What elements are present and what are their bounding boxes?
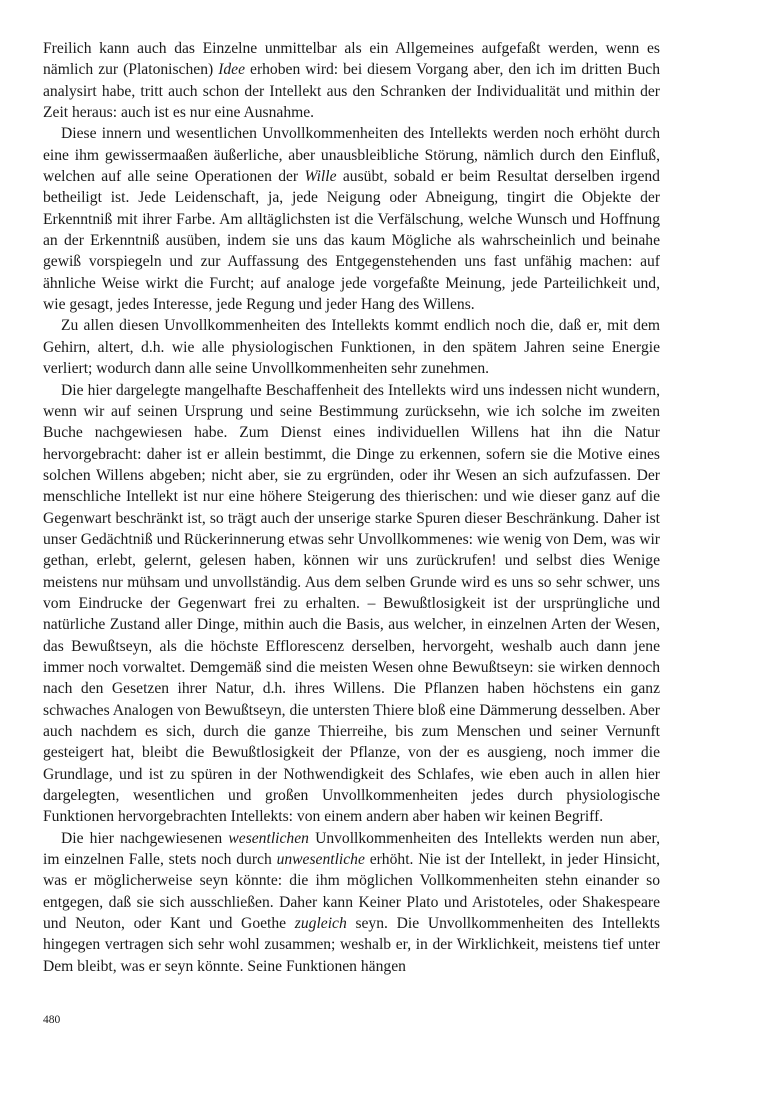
paragraph-text: ausübt, sobald er beim Resultat derselben irgend betheiligt ist. Jede Leidenschaft, ja, jede Neigung oder Abneigung, tingirt die Objekte der Erkenntniß mit ihrer Farbe. Am alltäglichsten ist die Verfälschung, welche Wunsch und Hoffnung an der Erkenntniß ausüben, indem sie uns das kaum Mögliche als wahrscheinlich und beinahe gewiß vorspiegeln und zur Auffassung des Entgegenstehenden uns fast unfähig machen: auf ähnliche Weise wirkt die Furcht; auf analoge jede vorgefaßte Meinung, jede Parteilichkeit und, wie gesagt, jedes Interesse, jede Regung und jeder Hang des Willens. [43, 168, 660, 314]
paragraph-text: Unvollkommenheiten des Intellekts werden nun aber, im einzelnen Falle, stets noch durch [43, 829, 660, 869]
emphasis-text: unwesentliche [276, 851, 365, 869]
paragraph-text: erhöht. Nie ist der Intellekt, in jeder Hinsicht, was er möglicherweise seyn könnte: die ihm möglichen Vollkommenheiten stehn einander so entgegen, daß sie sich ausschließen. Daher kann Keiner Plato und Aristoteles, oder Shakespeare und Neuton, oder Kant und Goethe [43, 851, 660, 933]
paragraph-text: Diese innern und wesentlichen Unvollkommenheiten des Intellekts werden noch erhöht durch eine ihm gewissermaaßen äußerliche, aber unausbleibliche Störung, nämlich durch den Einfluß, welchen auf alle seine Operationen der [43, 125, 660, 186]
paragraph [43, 123, 660, 315]
emphasis-text: wesentlichen [228, 829, 309, 847]
paragraph-text: Freilich kann auch das Einzelne unmittelbar als ein Allgemeines aufgefaßt werden, wenn es nämlich zur (Platonischen) [43, 40, 660, 79]
emphasis-text: Idee [218, 61, 246, 79]
page-number: 480 [43, 1014, 61, 1026]
paragraph [43, 315, 660, 379]
paragraph-text: Die hier nachgewiesenen [61, 829, 229, 847]
paragraph-text: seyn. Die Unvollkommenheiten des Intellekts hingegen vertragen sich sehr wohl zusammen; weshalb er, in der Wirklichkeit, meistens tief unter Dem bleibt, was er seyn könnte. Seine Funktionen hängen [43, 915, 660, 975]
paragraph [43, 828, 660, 977]
paragraph [43, 380, 660, 828]
emphasis-text: zugleich [294, 915, 347, 933]
paragraph-text: Zu allen diesen Unvollkommenheiten des Intellekts kommt endlich noch die, daß er, mit dem Gehirn, altert, d.h. wie alle physiologischen Funktionen, in den spätem Jahren seine Energie verliert; wodurch dann alle seine Unvollkommenheiten sehr zunehmen. [43, 317, 660, 378]
paragraph [43, 38, 660, 123]
body-text [43, 38, 660, 977]
paragraph-text: erhoben wird: bei diesem Vorgang aber, den ich im dritten Buch analysirt habe, tritt auch schon der Intellekt aus den Schranken der Individualität und mithin der Zeit heraus: auch ist es nur eine Ausnahme. [43, 61, 660, 122]
paragraph-text: Die hier dargelegte mangelhafte Beschaffenheit des Intellekts wird uns indessen nicht wundern, wenn wir auf seinen Ursprung und seine Bestimmung zurücksehn, wie ich solche im zweiten Buche nachgewiesen habe. Zum Dienst eines individuellen Willens hat ihn die Natur hervorgebracht: daher ist er allein bestimmt, die Dinge zu erkennen, sofern sie die Motive eines solchen Willens abgeben; nicht aber, sie zu ergründen, oder ihr Wesen an sich aufzufassen. Der menschliche Intellekt ist nur eine höhere Steigerung des thierischen: und wie dieser ganz auf die Gegenwart beschränkt ist, so trägt auch der unserige starke Spuren dieser Beschränkung. Daher ist unser Gedächtniß und Rückerinnerung etwas sehr Unvollkommenes: wie wenig von Dem, was wir gethan, erlebt, gelernt, gelesen haben, können wir uns zurückrufen! und selbst dies Wenige meistens nur mühsam und unvollständig. Aus dem selben Grunde wird es uns so sehr schwer, uns vom Eindrucke der Gegenwart frei zu erhalten. – Bewußtlosigkeit ist der ursprüngliche und natürliche Zustand aller Dinge, mithin auch die Basis, aus welcher, in einzelnen Arten der Wesen, das Bewußtseyn, als die höchste Efflorescenz derselben, hervorgeht, weshalb auch dann jene immer noch vorwaltet. Demgemäß sind die meisten Wesen ohne Bewußtseyn: sie wirken dennoch nach den Gesetzen ihrer Natur, d.h. ihres Willens. Die Pflanzen haben höchstens ein ganz schwaches Analogen von Bewußtseyn, die untersten Thiere bloß eine Dämmerung desselben. Aber auch nachdem es sich, durch die ganze Thierreihe, bis zum Menschen und seiner Vernunft gesteigert hat, bleibt die Bewußtlosigkeit der Pflanze, von der es ausgieng, noch immer die Grundlage, und ist zu spüren in der Nothwendigkeit des Schlafes, wie eben auch in allen hier dargelegten, wesentlichen und großen Unvollkommenheiten jedes durch physiologische Funktionen hervorgebrachten Intellekts: von einem andern aber haben wir keinen Begriff. [43, 381, 660, 826]
emphasis-text: Wille [304, 168, 337, 186]
